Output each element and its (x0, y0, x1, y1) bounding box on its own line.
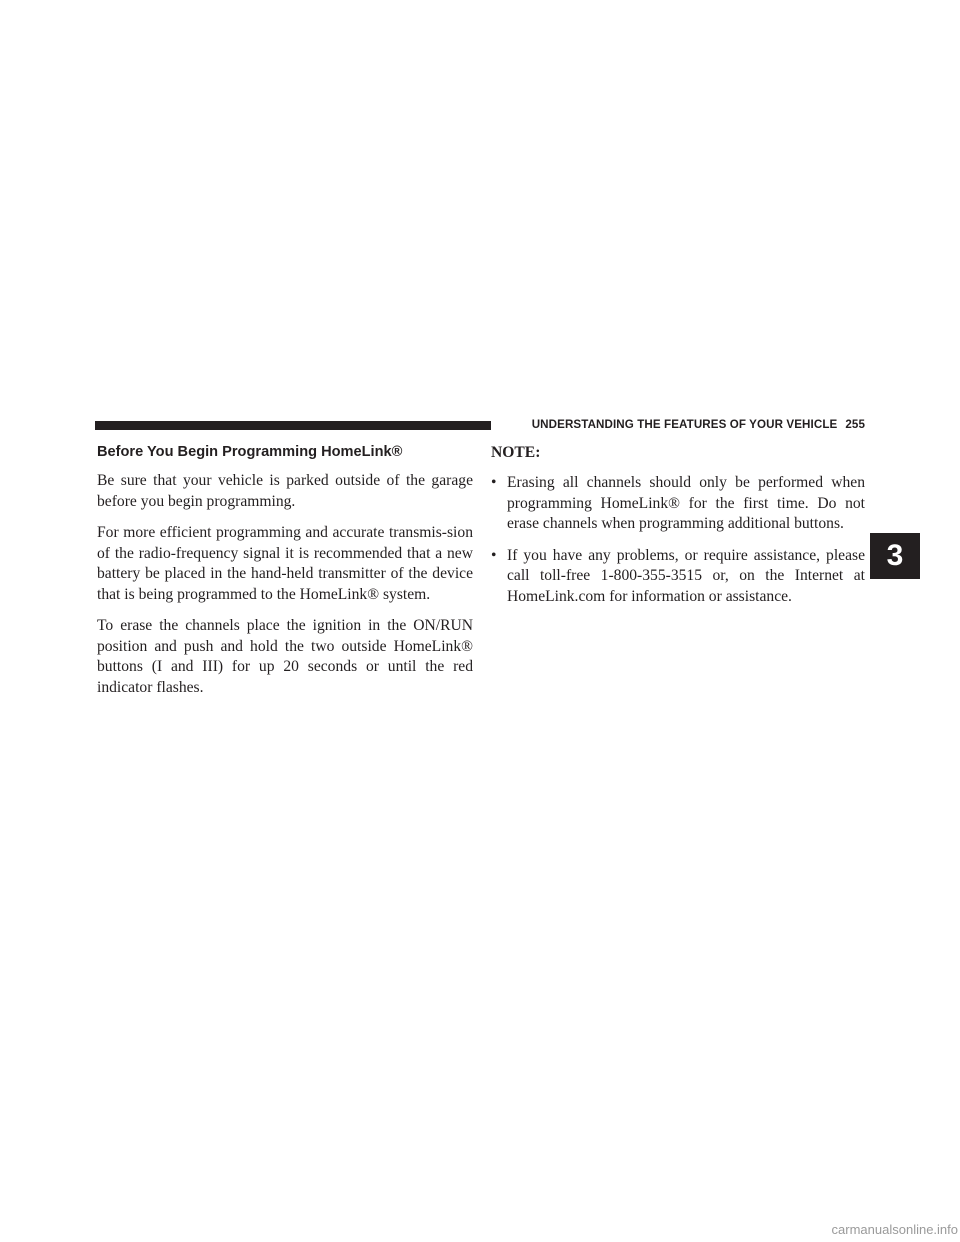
watermark: carmanualsonline.info (831, 1222, 958, 1237)
left-column (97, 443, 473, 709)
note-label: NOTE: (491, 444, 541, 461)
note-bullet-item (491, 546, 865, 608)
page-number: 255 (845, 418, 865, 431)
section-heading: Before You Begin Programming HomeLink® (97, 444, 403, 460)
running-header (509, 418, 865, 432)
bullet-icon: • (491, 546, 497, 564)
paragraph-parking: Be sure that your vehicle is parked outside of the garage before you begin programming. (97, 472, 473, 510)
header-rule (95, 421, 491, 430)
right-column (491, 443, 865, 618)
bullet-text: If you have any problems, or require assistance, please call toll-free 1-800-355-3515 or, on the Internet at HomeLink.com for information or assistance. (507, 546, 865, 605)
bullet-icon: • (491, 474, 497, 491)
chapter-tab: 3 (870, 533, 920, 579)
section-title: UNDERSTANDING THE FEATURES OF YOUR VEHICLE (531, 418, 838, 431)
bullet-text: Erasing all channels should only be performed when programming HomeLink® for the first time. Do not erase channels when programming additional buttons. (507, 474, 865, 532)
paragraph-battery: For more efficient programming and accurate transmis-sion of the radio-frequency signal it is recommended that a new battery be placed in the hand-held transmitter of the device that is being programmed to the HomeLink® system. (97, 524, 473, 603)
note-bullet-item (491, 473, 865, 535)
paragraph-erase-channels: To erase the channels place the ignition in the ON/RUN position and push and hold the two outside HomeLink® buttons (I and III) for up 20 seconds or until the red indicator flashes. (97, 617, 473, 696)
